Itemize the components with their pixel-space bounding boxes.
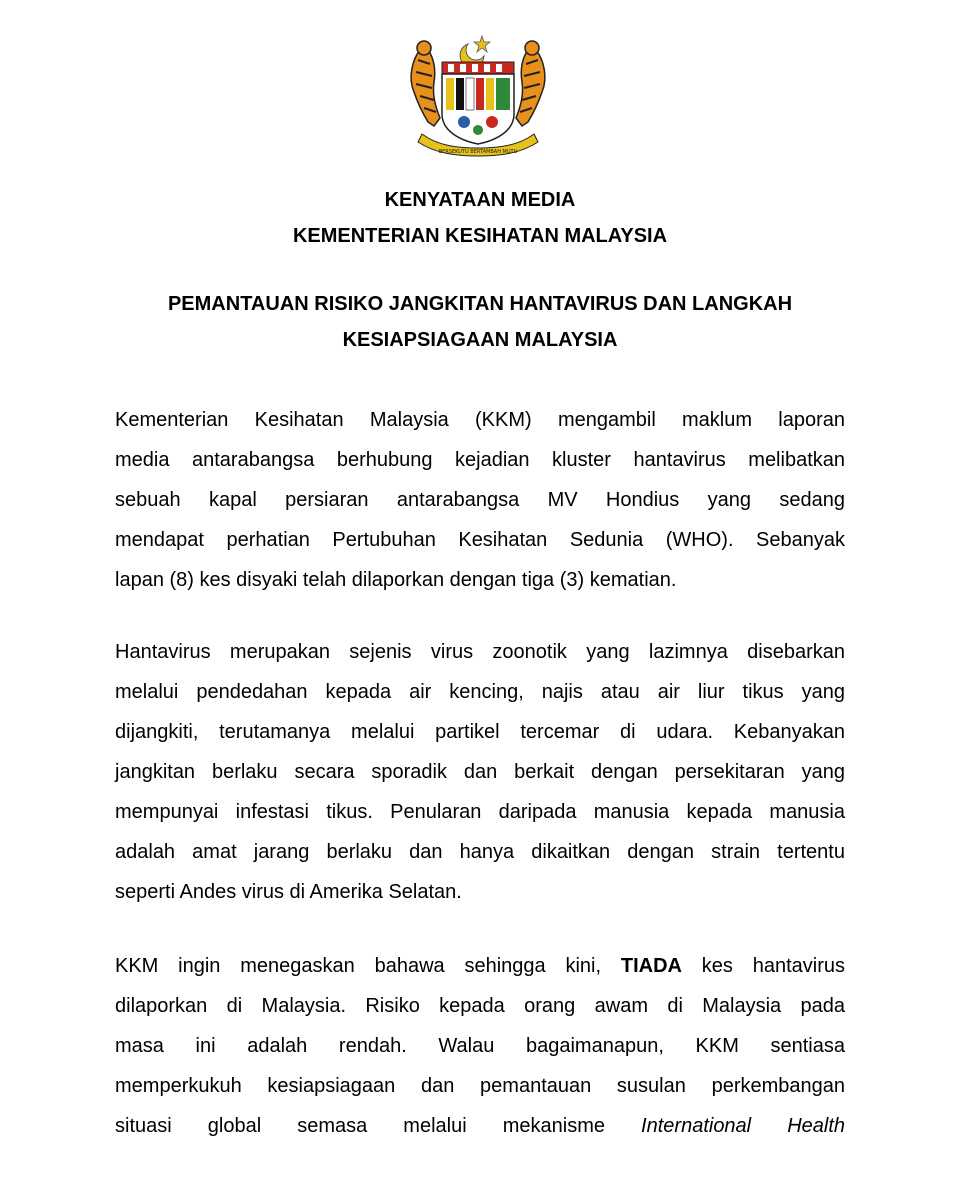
paragraph-line [115,946,845,986]
paragraph-line: seperti Andes virus di Amerika Selatan. [115,881,462,903]
paragraph-3 [115,946,845,1146]
statement-header [0,182,960,254]
coat-of-arms-icon [398,30,558,160]
emphasis-tiada: TIADA [620,955,682,977]
paragraph-line: masa ini adalah rendah. Walau bagaimanapun, KKM sentiasa [115,1035,845,1057]
statement-title [0,286,960,358]
paragraph-line: Hantavirus merupakan sejenis virus zoonotik yang lazimnya disebarkan [115,641,845,663]
paragraph-2 [115,632,845,912]
paragraph-line: sebuah kapal persiaran antarabangsa MV Hondius yang sedang [115,489,845,511]
title-line-1: PEMANTAUAN RISIKO JANGKITAN HANTAVIRUS DAN LANGKAH [167,293,793,315]
paragraph-line: dijangkiti, terutamanya melalui partikel tercemar di udara. Kebanyakan [115,721,845,743]
paragraph-line: dilaporkan di Malaysia. Risiko kepada orang awam di Malaysia pada [115,995,845,1017]
header-line-1: KENYATAAN MEDIA [384,189,576,211]
paragraph-line: jangkitan berlaku secara sporadik dan berkait dengan persekitaran yang [115,761,845,783]
paragraph-line: lapan (8) kes disyaki telah dilaporkan dengan tiga (3) kematian. [115,569,677,591]
paragraph-line: mendapat perhatian Pertubuhan Kesihatan Sedunia (WHO). Sebanyak [115,529,845,551]
paragraph-line: melalui pendedahan kepada air kencing, najis atau air liur tikus yang [115,681,845,703]
text-run: situasi global semasa melalui mekanisme [115,1115,642,1137]
paragraph-line: Kementerian Kesihatan Malaysia (KKM) mengambil maklum laporan [115,409,845,431]
crest-motto: BERSEKUTU BERTAMBAH MUTU [438,149,518,155]
paragraph-1 [115,400,845,600]
paragraph-line: adalah amat jarang berlaku dan hanya dikaitkan dengan strain tertentu [115,841,845,863]
paragraph-line: mempunyai infestasi tikus. Penularan daripada manusia kepada manusia [115,801,845,823]
paragraph-line: memperkukuh kesiapsiagaan dan pemantauan susulan perkembangan [115,1075,845,1097]
italic-term: International Health [641,1115,846,1137]
header-line-2: KEMENTERIAN KESIHATAN MALAYSIA [292,225,668,247]
text-run: KKM ingin menegaskan bahawa sehingga kini, [115,955,621,977]
paragraph-line [115,1106,845,1146]
text-run: kes hantavirus [681,955,846,977]
paragraph-line: media antarabangsa berhubung kejadian kluster hantavirus melibatkan [115,449,845,471]
title-line-2: KESIAPSIAGAAN MALAYSIA [342,329,618,351]
